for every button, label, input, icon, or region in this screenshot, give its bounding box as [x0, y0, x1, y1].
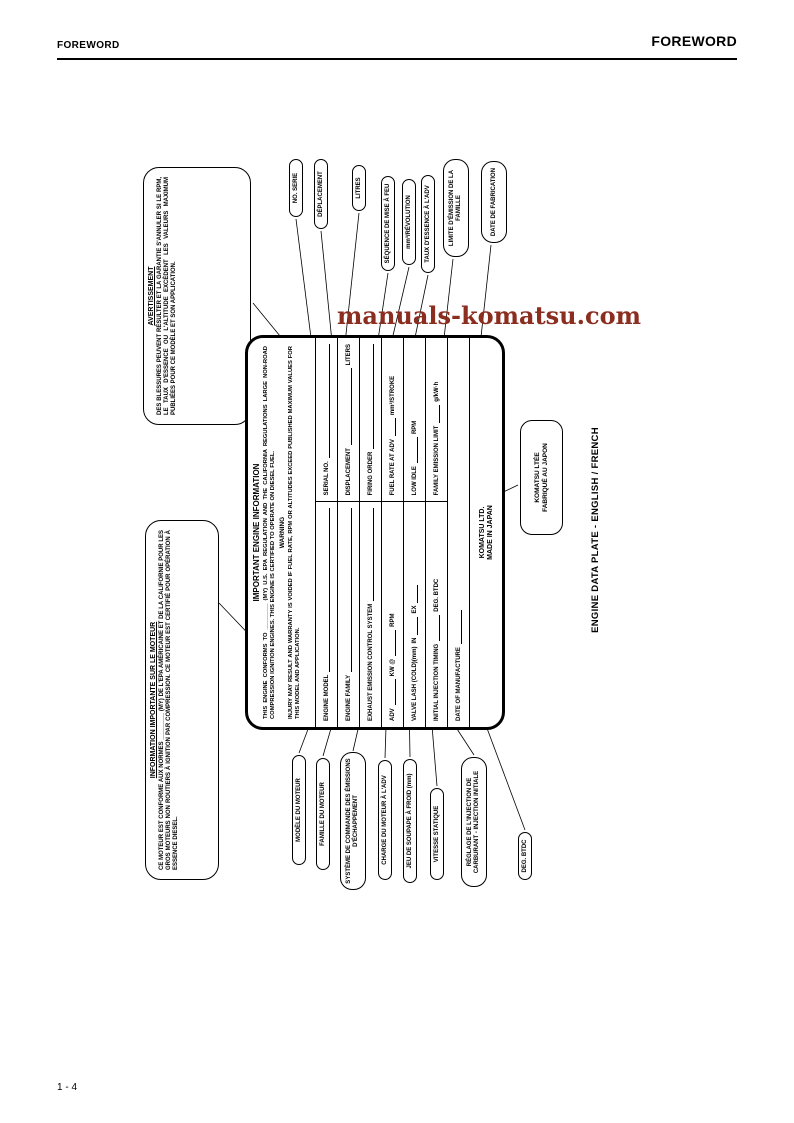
- plate-row-adv-fuelrate: [381, 338, 403, 727]
- field-valve-lash: VALVE LASH (COLD)(mm): [411, 646, 418, 721]
- french-label-valve-lash: JEU DE SOUPAPE À FROID (mm): [403, 759, 417, 883]
- blank-line: [455, 610, 462, 644]
- field-exhaust-system: EXHAUST EMISSION CONTROL SYSTEM: [367, 603, 374, 721]
- blank-line: [411, 437, 418, 463]
- field-adv: ADV: [389, 708, 396, 721]
- header-right: FOREWORD: [651, 33, 737, 49]
- plate-row-timing-emission: [425, 338, 447, 727]
- komatsu-oval-line1: KOMATSU LTÉE: [534, 452, 542, 503]
- blank-line: [323, 508, 330, 671]
- field-kw-at: KW @: [389, 658, 396, 677]
- plate-row-date-of-manufacture: [447, 338, 469, 727]
- french-label-adv-load: CHARGE DU MOTEUR À L'ADV: [378, 760, 392, 880]
- french-warning-box: [143, 167, 251, 425]
- plate-warning-body: INJURY MAY RESULT AND WARRANTY IS VOIDED IF FUEL RATE, RPM OR ALTITUDES EXCEED PUBLISHED MAXIMUM VALUES FOR THIS MODEL AND APPLICATION.: [287, 346, 301, 719]
- french-label-engine-family: FAMILLE DU MOTEUR: [316, 758, 330, 870]
- header-rule: [57, 58, 737, 60]
- field-low-idle: LOW IDLE: [411, 466, 418, 496]
- french-label-fuel-rate-adv: TAUX D'ESSENCE À L'ADV: [421, 175, 435, 273]
- blank-line: [389, 630, 396, 656]
- french-label-family-emission-limit: LIMITE D'ÉMISSION DE LA FAMILLE: [443, 159, 469, 257]
- engine-data-plate: [245, 335, 505, 730]
- french-info-title: INFORMATION IMPORTANTE SUR LE MOTEUR: [150, 621, 157, 779]
- blank-line: [411, 585, 418, 603]
- french-label-engine-model: MODÈLE DU MOTEUR: [292, 755, 306, 865]
- field-date-of-manufacture: DATE OF MANUFACTURE: [455, 647, 462, 721]
- plate-maker-band: [469, 338, 502, 727]
- french-warning-body: DES BLESSURES PEUVENT RÉSULTER ET LA GARANTIE S'ANNULER SI LE RPM, LE TAUX D'ESSENCE OU L'ALTITUDE EXCÈDENT LES VALEURS MAXIMUM PUBLIÉES POUR CE MODÈLE ET SON APPLICATION.: [157, 177, 178, 415]
- blank-line: [433, 405, 440, 423]
- blank-line: [389, 679, 396, 705]
- plate-row-valvelash-lowidle: [403, 338, 425, 727]
- field-firing-order: FIRING ORDER: [367, 451, 374, 496]
- field-displacement: DISPLACEMENT: [345, 448, 352, 496]
- french-label-displacement: DÉPLACEMENT: [314, 159, 328, 229]
- field-liters: LITERS: [345, 344, 352, 366]
- plate-conformity-paragraph: THIS ENGINE CONFORMS TO ________ (MY) U.S. EPA REGULATION AND THE CALIFORNIA REGULATIONS LARGE NON-ROAD COMPRESSION IGNITION ENGINES. THIS ENGINE IS CERTIFIED TO OPERATE ON DIESEL FUEL.: [263, 346, 276, 719]
- plate-title: IMPORTANT ENGINE INFORMATION: [252, 463, 261, 602]
- french-label-deg-btdc: DEG. BTDC: [518, 832, 532, 880]
- plate-rows: [315, 338, 502, 727]
- blank-line: [367, 508, 374, 600]
- french-label-date-of-manufacture: DATE DE FABRICATION: [481, 161, 507, 243]
- figure-caption: ENGINE DATA PLATE - ENGLISH / FRENCH: [590, 427, 601, 633]
- blank-line: [345, 368, 352, 445]
- field-mm3-stroke: mm³/STROKE: [389, 375, 396, 416]
- field-fuel-rate-at-adv: FUEL RATE AT ADV: [389, 439, 396, 496]
- blank-line: [433, 615, 440, 641]
- field-family-emission-limit: FAMILY EMISSION LIMIT: [433, 425, 440, 496]
- blank-line: [345, 508, 352, 671]
- french-info-box: [145, 520, 219, 880]
- french-label-mm3-revolution: mm³/RÉVOLUTION: [402, 179, 416, 265]
- blank-line: [411, 617, 418, 635]
- plate-row-family-displacement: [337, 338, 359, 727]
- field-in: IN: [411, 637, 418, 644]
- plate-warning-title: WARNING: [278, 516, 286, 549]
- engine-data-plate-diagram: [141, 151, 615, 895]
- field-deg-btdc: DEG. BTDC: [433, 578, 440, 612]
- maker-origin: MADE IN JAPAN: [486, 505, 494, 560]
- header-left: FOREWORD: [57, 40, 120, 51]
- french-label-exhaust-system: SYSTÈME DE COMMANDE DES ÉMISSIONS D'ÉCHAPPEMENT: [340, 752, 366, 890]
- field-g-kwh: g/kW·h: [433, 381, 440, 402]
- french-label-static-speed: VITESSE STATIQUE: [430, 788, 444, 880]
- maker-name: KOMATSU LTD.: [478, 506, 486, 559]
- french-label-injection-timing: RÉGLAGE DE L'INJECTION DE CARBURANT - INJECTION INITIALE: [461, 757, 487, 887]
- field-rpm2: RPM: [411, 420, 418, 435]
- field-initial-injection-timing: INITIAL INJECTION TIMING: [433, 643, 440, 721]
- french-label-liters: LITRES: [352, 165, 366, 211]
- page-number: 1 - 4: [57, 1082, 78, 1093]
- field-serial-no: SERIAL NO.: [323, 461, 330, 496]
- blank-line: [323, 344, 330, 458]
- field-ex: EX: [411, 605, 418, 614]
- plate-row-model-serial: [315, 338, 337, 727]
- french-warning-title: AVERTISSEMENT: [148, 266, 155, 326]
- french-label-firing-order: SÉQUENCE DE MISE À FEU: [381, 176, 395, 271]
- field-engine-model: ENGINE MODEL: [323, 674, 330, 721]
- french-label-komatsu-maker: [520, 420, 563, 535]
- field-engine-family: ENGINE FAMILY: [345, 674, 352, 721]
- plate-row-exhaust-firing: [359, 338, 381, 727]
- field-rpm: RPM: [389, 613, 396, 627]
- blank-line: [367, 344, 374, 449]
- watermark: manuals-komatsu.com: [337, 301, 641, 330]
- komatsu-oval-line2: FABRIQUÉ AU JAPON: [541, 443, 549, 512]
- french-info-body: CE MOTEUR EST CONFORME AUX NORMES ________ (MY) DE L'EPA AMÉRICAINE ET DE LA CALIFORNIE POUR LES GROS MOTEURS NON ROUTIERS À IGNITION PAR COMPRESSION. CE MOTEUR EST CERTIFIÉ POUR OPÉRATION À ESSENCE DIESEL.: [159, 530, 180, 870]
- french-label-serial-no: NO. SERIE: [289, 159, 303, 217]
- blank-line: [389, 418, 396, 436]
